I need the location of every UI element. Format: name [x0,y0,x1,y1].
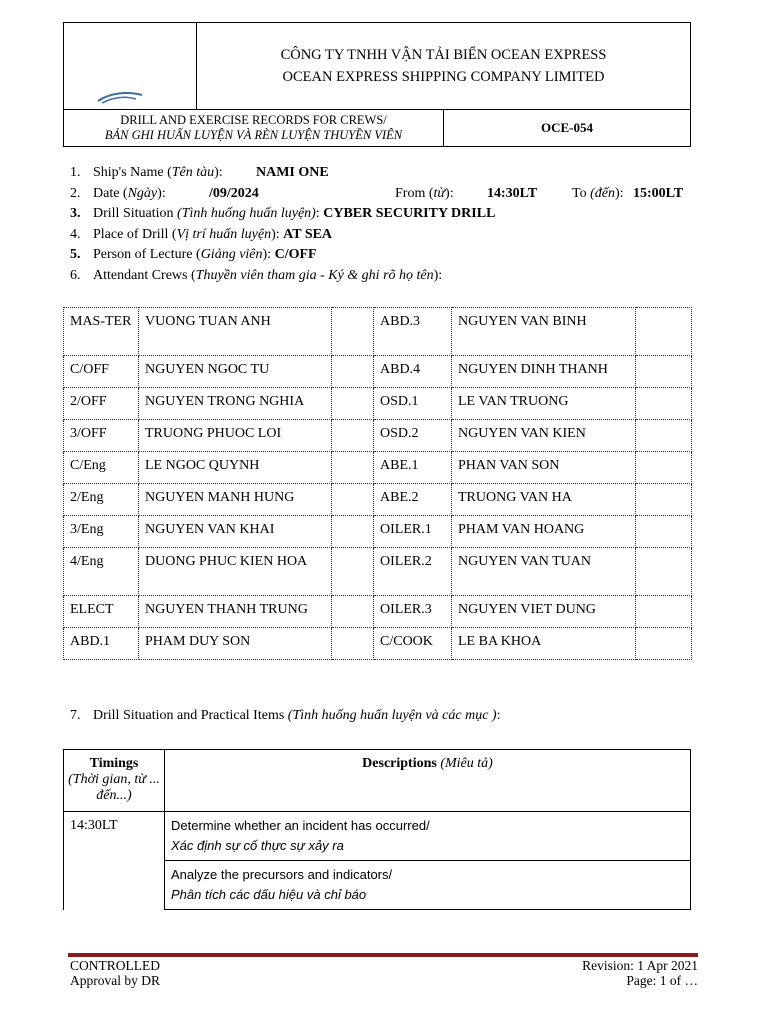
crew-name-right: PHAM VAN HOANG [452,516,636,548]
crew-rank-left: 3/OFF [64,420,139,452]
crew-name-right: NGUYEN VAN TUAN [452,548,636,596]
crew-signature-left [332,628,374,660]
crew-row [64,628,692,660]
crew-rank-right: ABE.2 [374,484,452,516]
crew-name-right: LE VAN TRUONG [452,388,636,420]
to-label: To (đến): [572,185,624,201]
crew-name-left: NGUYEN THANH TRUNG [139,596,332,628]
document-code: OCE-054 [444,110,691,147]
crew-rank-left: ELECT [64,596,139,628]
drill-info-list [70,163,700,286]
crew-row [64,484,692,516]
ship-name-row: 1. Ship's Name (Tên tàu): NAMI ONE [70,163,700,184]
crew-name-left: NGUYEN NGOC TU [139,356,332,388]
crew-signature-right [636,596,692,628]
company-name-vi: CÔNG TY TNHH VẬN TẢI BIỂN OCEAN EXPRESS [280,47,607,63]
document-header [63,22,691,147]
drill-time-cell: 14:30LT [64,812,165,910]
crew-row [64,420,692,452]
crew-signature-right [636,420,692,452]
crew-rank-left: 4/Eng [64,548,139,596]
crew-rank-right: OILER.2 [374,548,452,596]
document-title-en: DRILL AND EXERCISE RECORDS FOR CREWS/ [120,113,387,127]
crew-name-left: DUONG PHUC KIEN HOA [139,548,332,596]
crew-rank-right: ABD.4 [374,356,452,388]
company-name-en: OCEAN EXPRESS SHIPPING COMPANY LIMITED [282,69,605,85]
lecture-row: 5. Person of Lecture (Giảng viên): C/OFF [70,247,317,262]
crew-row [64,388,692,420]
crew-name-left: NGUYEN TRONG NGHIA [139,388,332,420]
crew-rank-left: 2/Eng [64,484,139,516]
drill-items-table [63,749,691,910]
crew-name-left: LE NGOC QUYNH [139,452,332,484]
crew-name-left: NGUYEN MANH HUNG [139,484,332,516]
crew-rank-left: 3/Eng [64,516,139,548]
crew-rank-left: C/OFF [64,356,139,388]
crew-row [64,596,692,628]
logo-cell [64,23,197,110]
crew-signature-left [332,420,374,452]
crew-signature-right [636,516,692,548]
crew-signature-left [332,308,374,356]
document-title-cell [64,110,444,147]
crew-row [64,308,692,356]
crew-name-right: LE BA KHOA [452,628,636,660]
drill-situation-value: CYBER SECURITY DRILL [323,206,496,221]
crew-rank-left: 2/OFF [64,388,139,420]
crew-name-right: NGUYEN VAN KIEN [452,420,636,452]
crew-rank-left: C/Eng [64,452,139,484]
crew-row [64,548,692,596]
revision-label: Revision: 1 Apr 2021 [582,958,698,973]
crew-rank-right: OSD.2 [374,420,452,452]
crew-rank-right: OILER.1 [374,516,452,548]
crew-signature-left [332,596,374,628]
crew-row [64,356,692,388]
crew-signature-left [332,548,374,596]
lecture-value: C/OFF [274,247,317,262]
descriptions-header: Descriptions (Miêu tả) [165,750,691,812]
crew-signature-right [636,484,692,516]
timings-header: Timings (Thời gian, từ ... đến...) [64,750,165,812]
page-number: Page: 1 of … [626,973,698,988]
approval-label: Approval by DR [70,973,160,988]
crew-rank-left: MAS-TER [64,308,139,356]
drill-situation-row: 3. Drill Situation (Tình huống huấn luyện): CYBER SECURITY DRILL [70,206,496,221]
crew-row [64,452,692,484]
date-row: 2. Date (Ngày): /09/2024 From (từ): 14:30LT To (đến): 15:00LT [70,184,700,205]
crew-name-right: NGUYEN VAN BINH [452,308,636,356]
crew-name-right: NGUYEN DINH THANH [452,356,636,388]
date-value: /09/2024 [209,185,259,201]
place-row: 4. Place of Drill (Vị trí huấn luyện): AT SEA [70,226,333,242]
crew-signature-left [332,516,374,548]
crew-signature-left [332,356,374,388]
crew-name-left: TRUONG PHUOC LOI [139,420,332,452]
crew-signature-left [332,484,374,516]
crew-rank-right: ABD.3 [374,308,452,356]
crew-name-left: VUONG TUAN ANH [139,308,332,356]
crew-rank-left: ABD.1 [64,628,139,660]
controlled-label: CONTROLLED [70,958,160,973]
crew-table [63,307,692,660]
drill-description-cell: Analyze the precursors and indicators/ Phân tích các dấu hiệu và chỉ báo [165,861,691,910]
crew-name-left: NGUYEN VAN KHAI [139,516,332,548]
crew-signature-left [332,452,374,484]
crew-name-right: TRUONG VAN HA [452,484,636,516]
crew-name-right: NGUYEN VIET DUNG [452,596,636,628]
company-logo-icon [64,23,196,109]
drill-description-cell: Determine whether an incident has occurred/ Xác định sự cố thực sự xảy ra [165,812,691,861]
crew-signature-right [636,548,692,596]
crew-rank-right: ABE.1 [374,452,452,484]
crew-signature-right [636,452,692,484]
footer-divider [68,953,698,957]
crew-signature-right [636,308,692,356]
crew-name-left: PHAM DUY SON [139,628,332,660]
from-label: From (từ): [395,185,454,201]
crew-rank-right: OILER.3 [374,596,452,628]
crew-name-right: PHAN VAN SON [452,452,636,484]
to-value: 15:00LT [633,185,684,201]
section-7-heading: 7. Drill Situation and Practical Items (Tình huống huấn luyện và các mục ): [70,708,501,723]
crew-signature-right [636,628,692,660]
crew-row [64,516,692,548]
place-value: AT SEA [283,226,333,242]
crews-row: 6. Attendant Crews (Thuyền viên tham gia - Ký & ghi rõ họ tên): [70,267,443,283]
ship-name-value: NAMI ONE [256,165,329,180]
crew-rank-right: OSD.1 [374,388,452,420]
document-title-vi: BẢN GHI HUẤN LUYỆN VÀ RÈN LUYỆN THUYỀN VIÊN [104,128,403,142]
crew-signature-right [636,356,692,388]
crew-signature-right [636,388,692,420]
company-name-cell [197,23,691,110]
crew-rank-right: C/COOK [374,628,452,660]
crew-signature-left [332,388,374,420]
from-value: 14:30LT [487,185,538,201]
